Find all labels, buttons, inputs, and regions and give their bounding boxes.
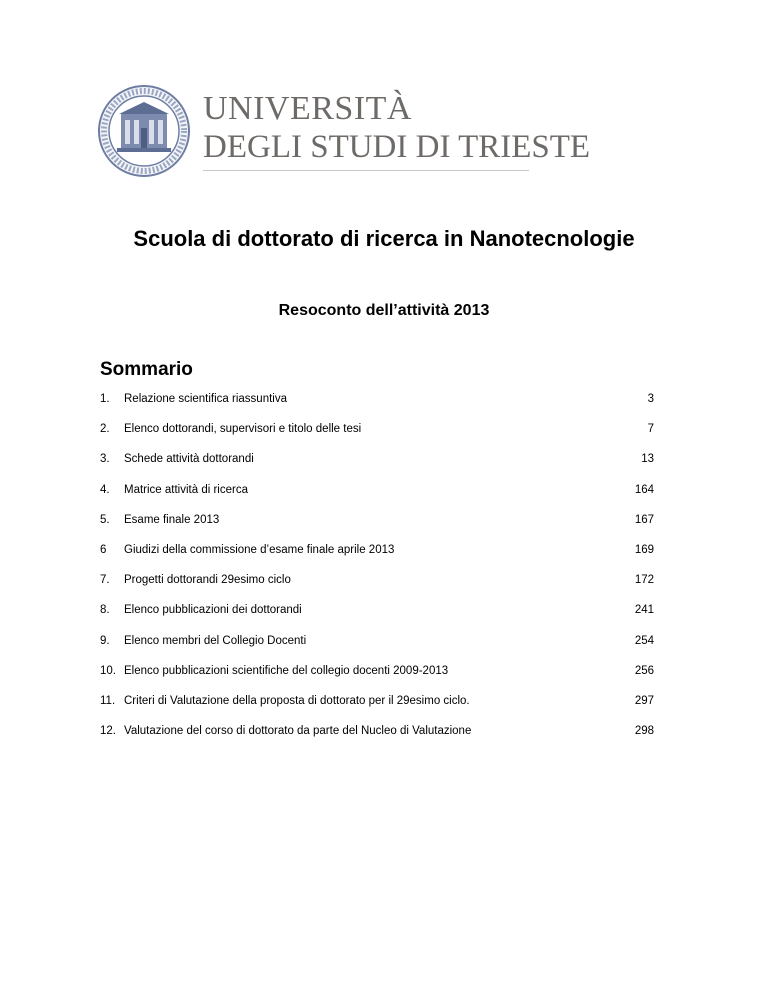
university-name: [203, 90, 590, 166]
toc-entry-title: Relazione scientifica riassuntiva: [124, 393, 287, 405]
logo-divider: [203, 170, 529, 171]
university-name-line1: UNIVERSITÀ: [203, 90, 412, 127]
university-name-line2: DEGLI STUDI DI TRIESTE: [203, 129, 591, 165]
toc-entry-number: 8.: [100, 604, 110, 617]
report-title: Resoconto dell’attività 2013: [278, 302, 490, 319]
toc-entry[interactable]: [100, 724, 654, 754]
toc-entry[interactable]: [100, 694, 654, 724]
toc-entry[interactable]: [100, 513, 654, 543]
toc-entry[interactable]: [100, 603, 654, 633]
toc-entry-number: 2.: [100, 423, 110, 436]
toc-entry-number: 9.: [100, 634, 110, 647]
toc-entry-page: 7: [647, 423, 654, 436]
toc-entry-number: 6: [100, 543, 107, 556]
toc-entry-title: Giudizi della commissione d’esame finale aprile 2013: [124, 543, 395, 556]
toc-entry-page: 241: [634, 604, 654, 617]
toc-entry-title: Schede attività dottorandi: [124, 453, 254, 466]
toc-entry-number: 4.: [100, 483, 110, 496]
school-title: Scuola di dottorato di ricerca in Nanotecnologie: [133, 226, 635, 251]
toc-entry[interactable]: [100, 664, 654, 694]
toc-entry-number: 1.: [100, 393, 110, 405]
toc-entry-title: Criteri di Valutazione della proposta di dottorato per il 29esimo ciclo.: [124, 694, 470, 707]
toc-entry-number: 7.: [100, 574, 110, 587]
table-of-contents: [100, 392, 654, 754]
toc-entry-title: Elenco pubblicazioni scientifiche del collegio docenti 2009-2013: [124, 664, 449, 677]
toc-entry-page: 13: [641, 453, 654, 466]
toc-entry[interactable]: [100, 573, 654, 603]
toc-entry-page: 298: [634, 725, 654, 738]
toc-entry-title: Elenco pubblicazioni dei dottorandi: [124, 604, 302, 617]
toc-entry-page: 164: [634, 483, 654, 496]
toc-entry-page: 167: [634, 513, 654, 526]
toc-entry[interactable]: [100, 543, 654, 573]
toc-entry-title: Elenco membri del Collegio Docenti: [124, 634, 307, 647]
toc-entry-number: 3.: [100, 453, 110, 466]
toc-entry-number: 11.: [100, 694, 116, 707]
university-seal-icon: [97, 84, 191, 178]
toc-entry-number: 5.: [100, 513, 110, 526]
toc-entry[interactable]: [100, 634, 654, 664]
toc-entry-page: 169: [634, 543, 654, 556]
toc-heading: Sommario: [100, 359, 193, 380]
toc-entry-title: Elenco dottorandi, supervisori e titolo delle tesi: [124, 423, 362, 436]
toc-entry-page: 172: [634, 574, 654, 587]
toc-entry-number: 12.: [100, 725, 116, 738]
university-logo: [97, 84, 591, 180]
toc-entry-page: 297: [634, 694, 654, 707]
toc-entry[interactable]: [100, 483, 654, 513]
toc-entry-title: Valutazione del corso di dottorato da parte del Nucleo di Valutazione: [124, 725, 472, 738]
toc-entry[interactable]: [100, 422, 654, 452]
toc-entry-page: 254: [634, 634, 654, 647]
toc-entry[interactable]: [100, 392, 654, 422]
toc-entry-title: Matrice attività di ricerca: [124, 483, 248, 496]
toc-entry-number: 10.: [100, 664, 116, 677]
toc-entry[interactable]: [100, 452, 654, 482]
toc-entry-page: 3: [647, 393, 654, 405]
toc-entry-page: 256: [634, 664, 654, 677]
toc-entry-title: Esame finale 2013: [124, 513, 220, 526]
toc-entry-title: Progetti dottorandi 29esimo ciclo: [124, 574, 291, 587]
